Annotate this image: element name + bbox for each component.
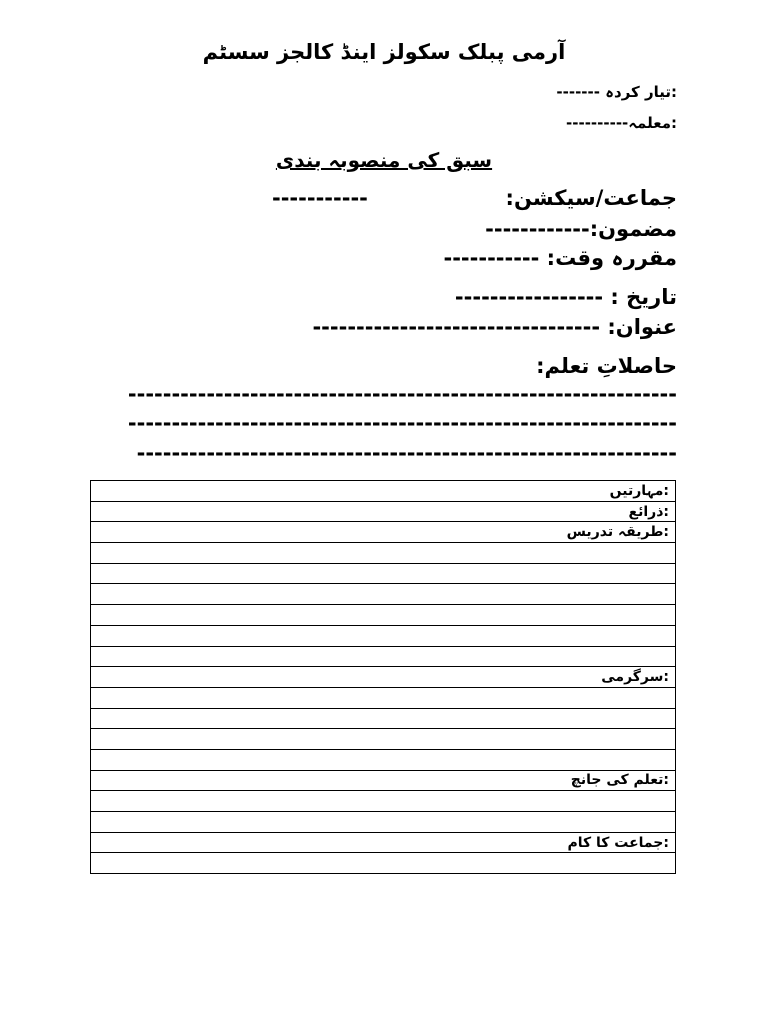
blank-cell	[91, 563, 676, 584]
table-row	[91, 625, 676, 646]
prepared-by-field: :تیار کردہ -------	[556, 83, 677, 101]
classwork-cell: :جماعت کا کام	[91, 832, 676, 853]
blank-cell	[91, 812, 676, 833]
table-row	[91, 729, 676, 750]
blank-cell	[91, 853, 676, 874]
blank-cell	[91, 605, 676, 626]
table-row	[91, 749, 676, 770]
table-row	[91, 501, 676, 522]
blank-cell	[91, 584, 676, 605]
table-row	[91, 584, 676, 605]
blank-cell	[91, 791, 676, 812]
outcome-line: ---------------------------------------------------------------	[127, 411, 677, 435]
table-row	[91, 770, 676, 791]
table-row	[91, 708, 676, 729]
table-row	[91, 522, 676, 543]
table-row	[91, 687, 676, 708]
teaching-method-cell: :طریقہ تدریس	[91, 522, 676, 543]
subject-field: مضمون:------------	[485, 217, 677, 241]
table-row	[91, 791, 676, 812]
class-section-label: جماعت/سیکشن:	[505, 186, 677, 210]
blank-cell	[91, 687, 676, 708]
blank-cell	[91, 729, 676, 750]
blank-cell	[91, 625, 676, 646]
teacher-field: :معلمہ----------	[566, 114, 677, 132]
activity-cell: :سرگرمی	[91, 667, 676, 688]
learning-outcomes-label: حاصلاتِ تعلم:	[536, 354, 677, 378]
table-row	[91, 605, 676, 626]
topic-field: عنوان: ---------------------------------	[312, 315, 677, 339]
blank-cell	[91, 708, 676, 729]
date-field: تاریخ : -----------------	[454, 285, 677, 309]
table-row	[91, 481, 676, 502]
table-row	[91, 543, 676, 564]
table-row	[91, 812, 676, 833]
assessment-cell: :تعلم کی جانچ	[91, 770, 676, 791]
resources-cell: :ذرائع	[91, 501, 676, 522]
table-row	[91, 646, 676, 667]
class-section-blank: -----------	[272, 186, 368, 210]
table-row	[91, 832, 676, 853]
outcome-line: --------------------------------------------------------------	[136, 441, 677, 465]
blank-cell	[91, 543, 676, 564]
lesson-plan-title: سبق کی منصوبہ بندی	[275, 148, 493, 172]
outcome-line: ---------------------------------------------------------------	[127, 382, 677, 406]
table-row	[91, 853, 676, 874]
table-row	[91, 563, 676, 584]
lesson-plan-table	[90, 480, 676, 874]
blank-cell	[91, 646, 676, 667]
time-field: مقررہ وقت: -----------	[443, 246, 677, 270]
blank-cell	[91, 749, 676, 770]
table-row	[91, 667, 676, 688]
page-title: آرمی پبلک سکولز اینڈ کالجز سسٹم	[202, 40, 566, 64]
skills-cell: :مہارتیں	[91, 481, 676, 502]
